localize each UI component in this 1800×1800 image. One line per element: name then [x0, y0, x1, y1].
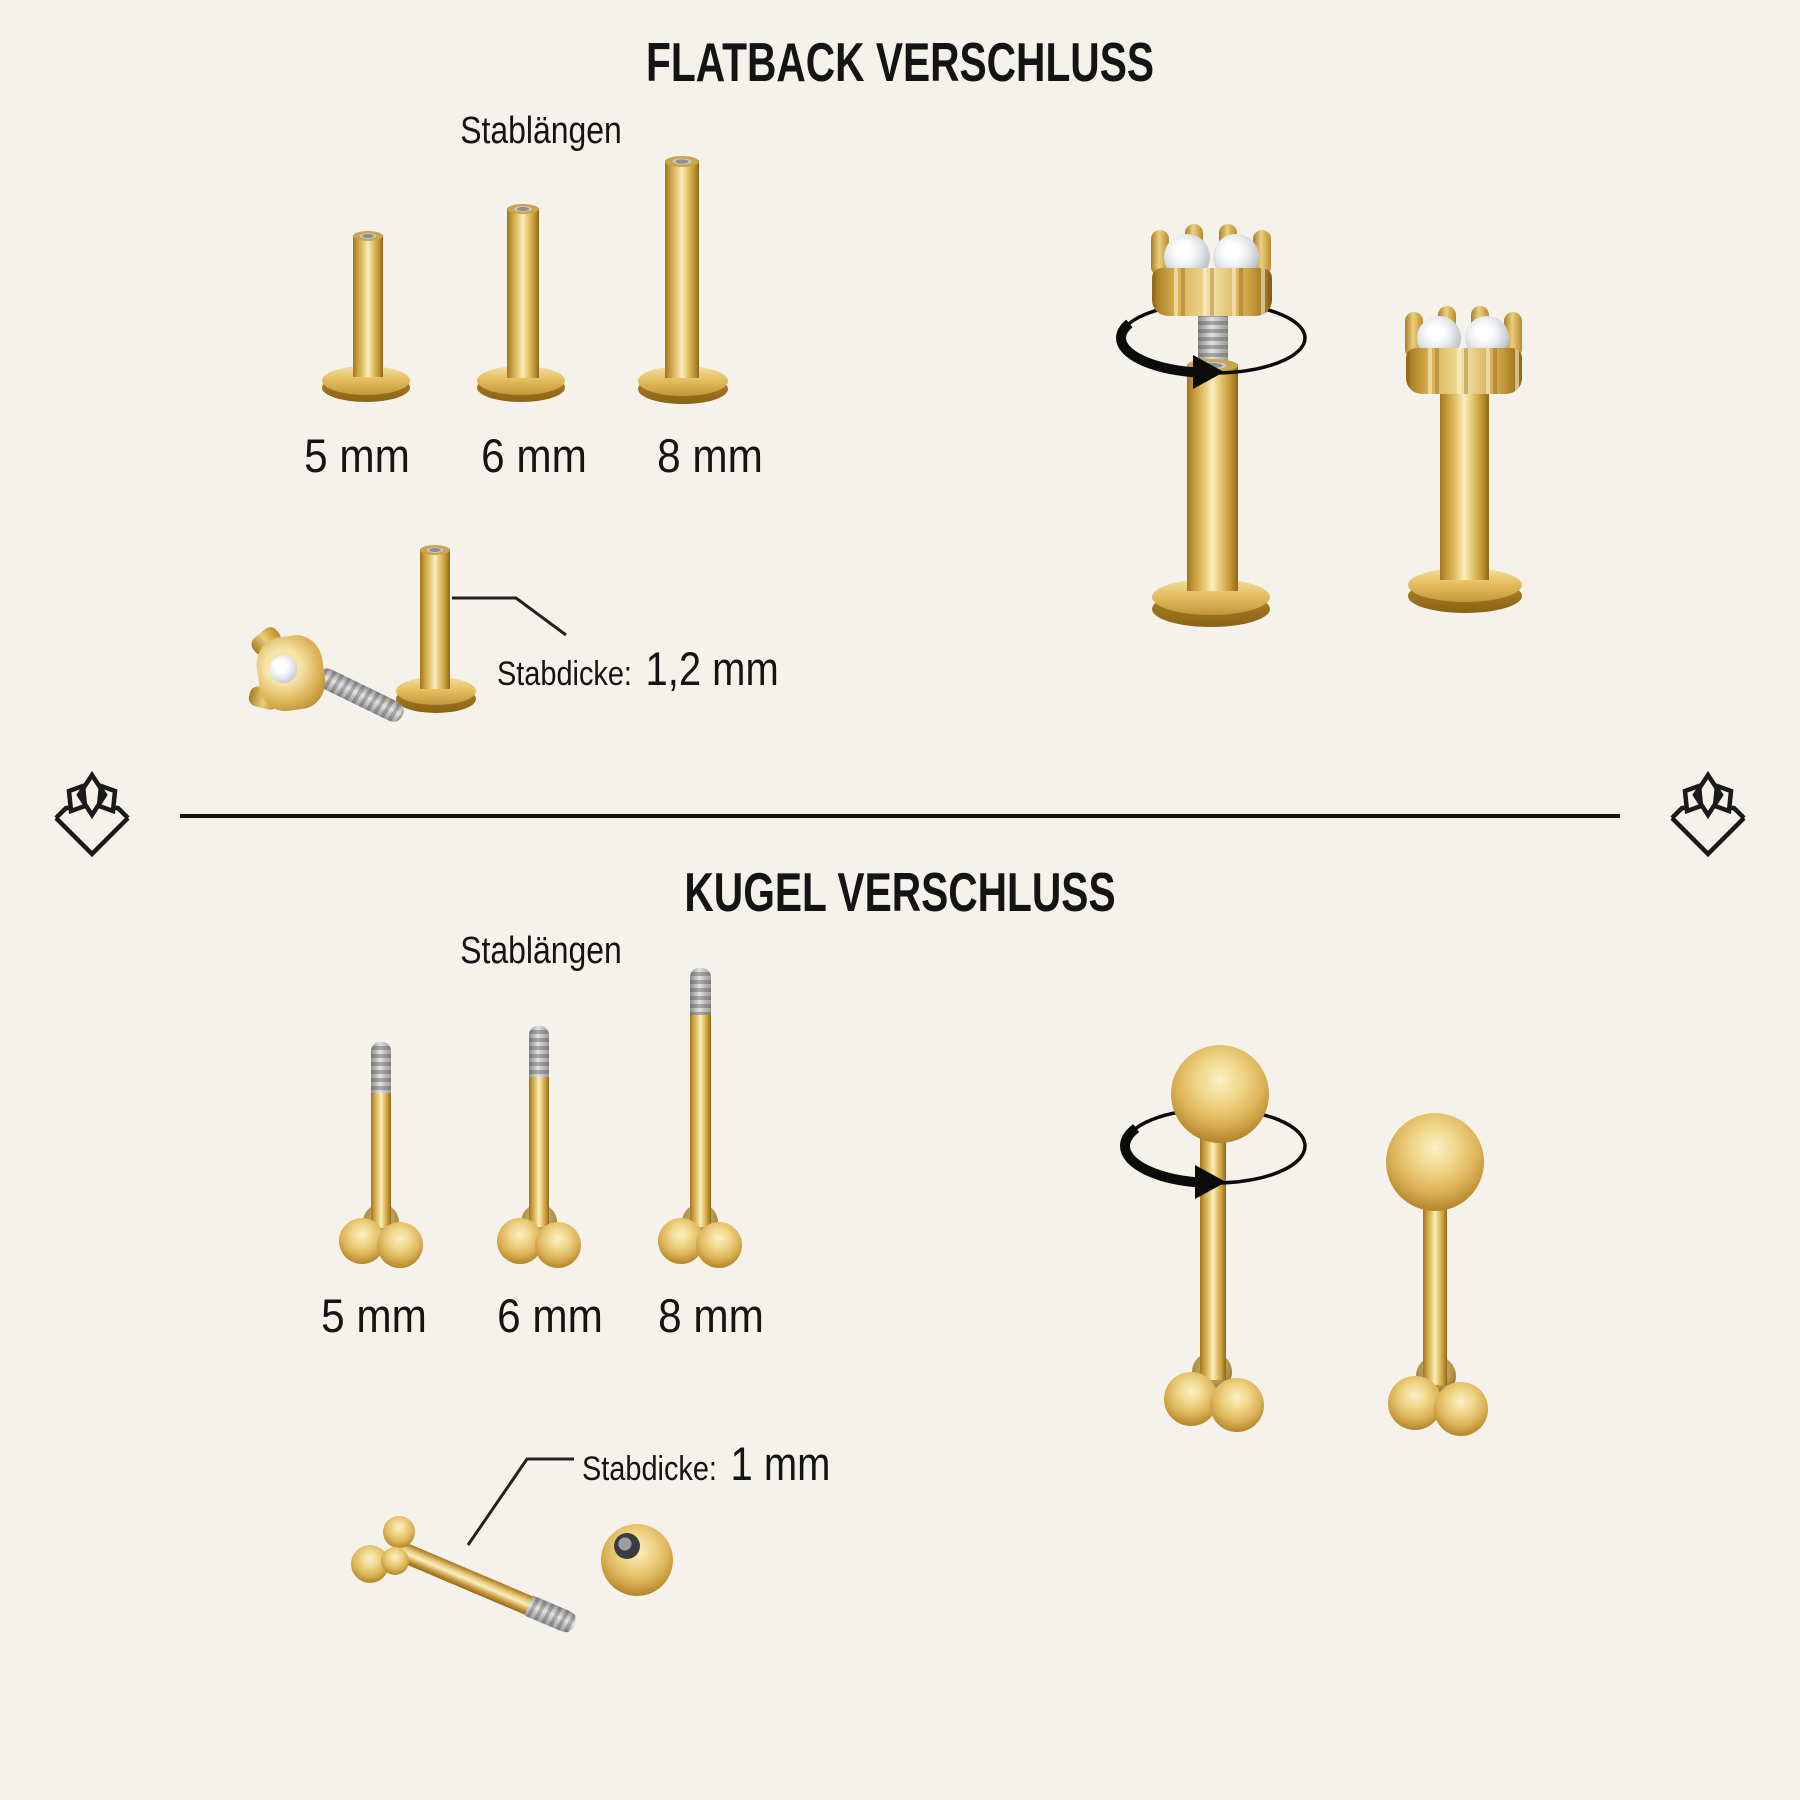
flatback-size-label-8mm: 8 mm [657, 429, 763, 482]
kugel-5mm-ball-right [377, 1222, 423, 1268]
flatback-stud-6mm-rim [507, 204, 539, 214]
kugel-leader-line [468, 1459, 574, 1545]
flatback-stud-5mm-rim [353, 231, 383, 241]
demo-ball-right [1210, 1378, 1264, 1432]
gem-base [1152, 268, 1272, 316]
demo-bar-rim [1187, 359, 1238, 372]
lotus-logo-left-icon [56, 775, 128, 854]
kugel-5mm-thread [371, 1042, 391, 1098]
flatback-size-label-5mm: 5 mm [304, 429, 410, 482]
kugel-thickness-label: Stabdicke: [582, 1450, 717, 1488]
demo-ball-right [1434, 1382, 1488, 1436]
screw-ball-hole [614, 1533, 640, 1559]
demo-bar [1200, 1135, 1226, 1380]
flatback-thickness-label: Stabdicke: [497, 655, 632, 693]
kugel-8mm-ball-right [696, 1222, 742, 1268]
flatback-stud-8mm-rim [665, 156, 699, 167]
flatback-stud-6mm-bar [507, 208, 539, 378]
kugel-loose-bar-post [394, 1541, 577, 1634]
flatback-stud-8mm-bar [665, 160, 699, 378]
kugel-size-label-5mm: 5 mm [321, 1289, 427, 1342]
flatback-loose-gem-top [247, 627, 338, 721]
kugel-8mm-bar [690, 1015, 711, 1227]
kugel-thickness-callout [582, 1436, 830, 1491]
gem-base [1406, 348, 1522, 394]
demo-bar [1423, 1205, 1447, 1385]
kugel-loose-bar-ball-mid [381, 1547, 409, 1575]
kugel-section-title: KUGEL VERSCHLUSS [684, 861, 1116, 923]
kugel-loose-bar-thread-tip [524, 1595, 579, 1635]
kugel-6mm-ball-right [535, 1222, 581, 1268]
flatback-demo-gem-top [1151, 224, 1273, 316]
flatback-lengths-label: Stablängen [460, 110, 622, 152]
kugel-size-label-8mm: 8 mm [658, 1289, 764, 1342]
kugel-loose-screw-ball [601, 1524, 673, 1596]
flatback-loose-post-bar [420, 549, 450, 689]
flatback-demo-gem-top-2 [1405, 306, 1523, 394]
lotus-logo-right-icon [1672, 775, 1744, 854]
flatback-thickness-callout [497, 641, 779, 696]
flatback-size-label-6mm: 6 mm [481, 429, 587, 482]
kugel-5mm-bar [371, 1093, 391, 1228]
demo-bar [1440, 376, 1489, 580]
kugel-size-label-6mm: 6 mm [497, 1289, 603, 1342]
kugel-8mm-thread [690, 968, 711, 1020]
kugel-loose-bar-ball-top [383, 1516, 415, 1548]
kugel-demo-top-ball-2 [1386, 1113, 1484, 1211]
kugel-6mm-bar [529, 1077, 549, 1227]
demo-bar [1187, 364, 1238, 591]
flatback-thickness-value: 1,2 mm [645, 642, 779, 695]
kugel-demo-top-ball [1171, 1045, 1269, 1143]
kugel-lengths-label: Stablängen [460, 930, 622, 972]
flatback-section-title: FLATBACK VERSCHLUSS [645, 31, 1154, 93]
flatback-leader-line [452, 598, 566, 635]
kugel-thickness-value: 1 mm [730, 1437, 831, 1490]
flatback-loose-post-rim [420, 545, 450, 555]
kugel-6mm-thread [529, 1026, 549, 1082]
flatback-stud-5mm-bar [353, 235, 383, 377]
